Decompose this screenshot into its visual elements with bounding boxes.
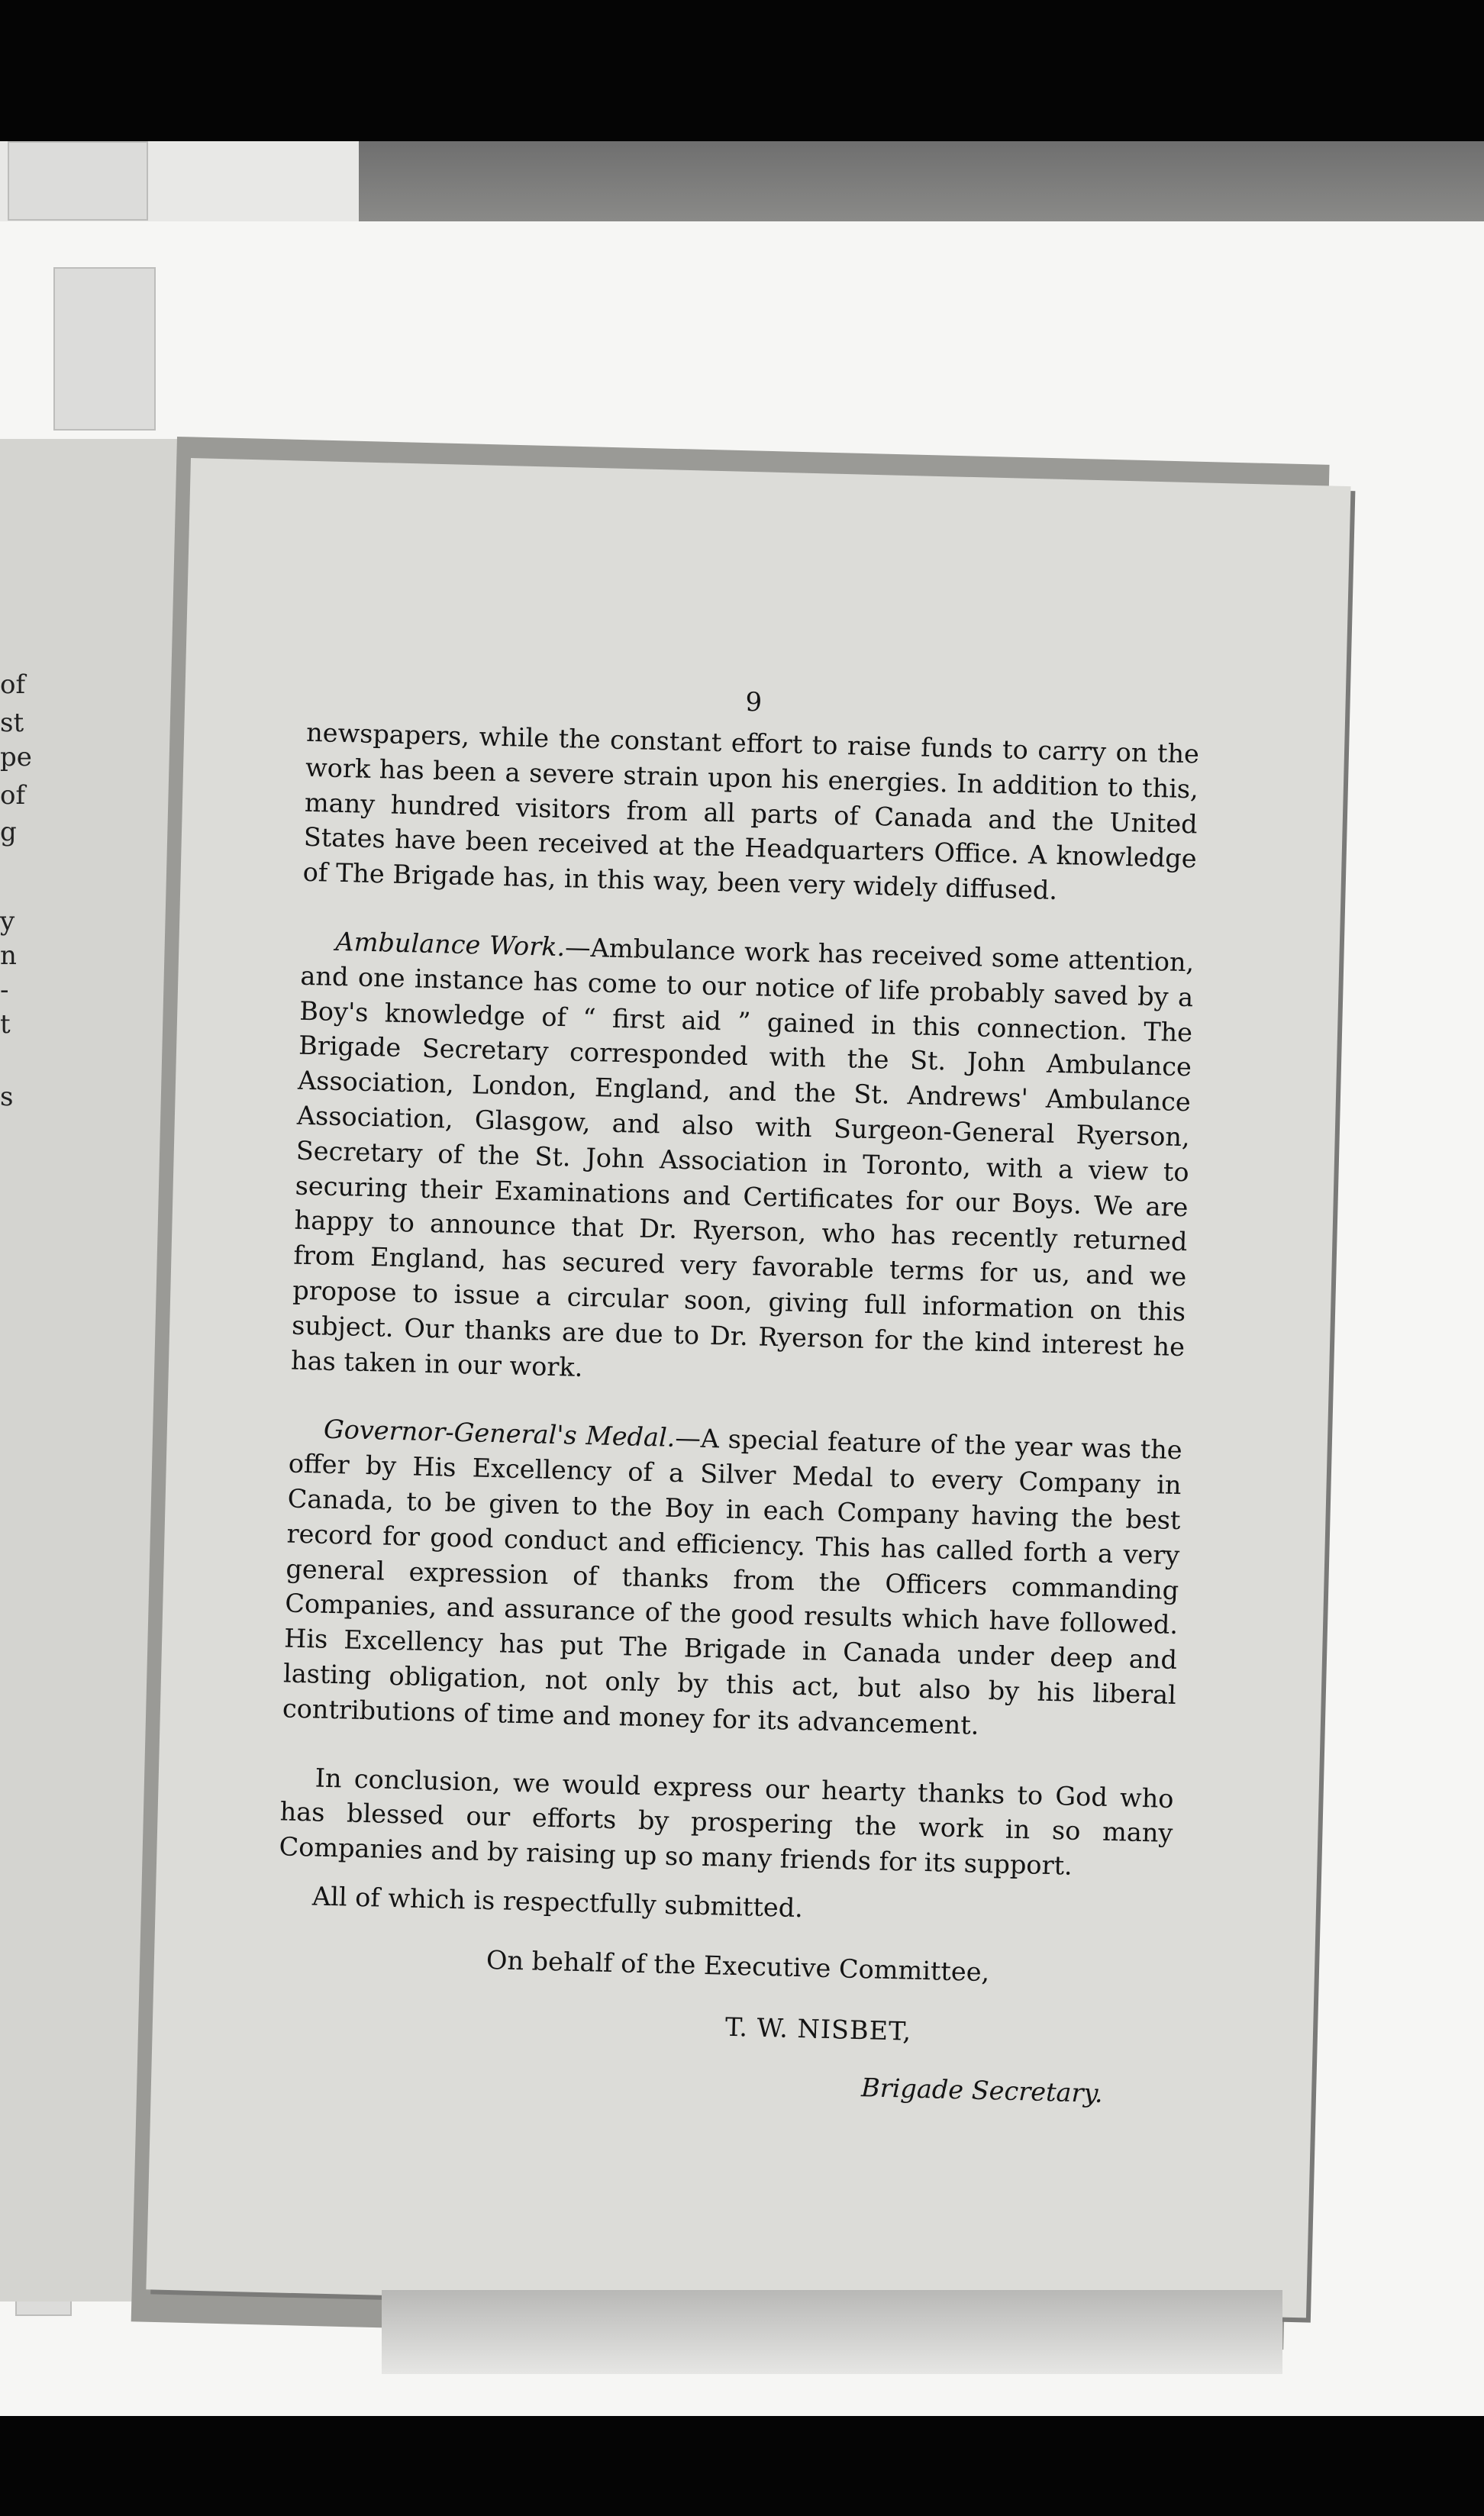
binding-tape (8, 141, 148, 221)
paragraph-heading: Governor-General's Medal. (323, 1414, 676, 1453)
closing-line: All of which is respectfully submitted. (311, 1881, 804, 1924)
document-page (146, 458, 1350, 2318)
bottom-board-edge (382, 2290, 1282, 2374)
paragraph-ambulance-work (291, 924, 1195, 1400)
paragraph-governor-generals-medal (282, 1411, 1182, 1748)
signature-title: Brigade Secretary. (860, 2072, 1104, 2108)
facing-page-fragment: s (0, 1082, 14, 1112)
binding-tape (53, 267, 156, 431)
paragraph-text: newspapers, while the constant effort to raise funds to carry on the work has been a severe strain upon his energies. In addition to this, many hundred visitors from all parts of Canada and the United States have been received at the Headquarters Office. A knowledge of The Brigade has, in this way, been very widely diffused. (302, 717, 1200, 906)
paragraph-continuation (302, 715, 1199, 912)
page-number: 9 (745, 686, 763, 718)
facing-page-fragment: g (0, 817, 17, 847)
page-body (273, 679, 1201, 2114)
facing-page-fragment: - (0, 975, 9, 1005)
signature-name: T. W. NISBET, (724, 2011, 912, 2047)
facing-page-fragment: pe (0, 742, 32, 773)
paragraph-heading: Ambulance Work. (335, 926, 566, 963)
signature-intro: On behalf of the Executive Committee, (486, 1944, 990, 1987)
facing-page-fragment: of (0, 669, 26, 700)
facing-page-fragment: t (0, 1009, 11, 1040)
facing-page-fragment: y (0, 906, 15, 937)
paragraph-conclusion (279, 1760, 1174, 1886)
paragraph-text: —Ambulance work has received some attention, and one instance has come to our notice of life probably saved by a Boy's knowledge of “ first aid ” gained in this connection. The Brigade Secretary corresponded with the St. John Ambulance Association, London, England, and the St. Andrews' Ambulance Association, Glasgow, and also with Surgeon-General Ryerson, Secretary of the St. John Association in Toronto, with a view to securing their Examinations and Certificates for our Boys. We are happy to announce that Dr. Ryerson, who has recently returned from England, has secured very favorable terms for us, and we propose to issue a circular soon, giving full information on this subject. Our thanks are due to Dr. Ryerson for the kind interest he has taken in our work. (290, 932, 1195, 1382)
facing-page-fragment: n (0, 940, 17, 971)
paragraph-text: In conclusion, we would express our hearty thanks to God who has blessed our efforts by prospering the work in so many Companies and by raising up so many friends for its support. (279, 1763, 1174, 1881)
paragraph-text: —A special feature of the year was the offer by His Excellency of a Silver Medal to every Company in Canada, to be given to the Boy in each Company having the best record for good conduct and efficiency. This has called forth a very general expression of thanks from the Officers commanding Companies, and assurance of the good results which have followed. His Excellency has put The Brigade in Canada under deep and lasting obligation, not only by this act, but also by his liberal contributions of time and money for its advancement. (282, 1423, 1183, 1740)
facing-page-fragment: of (0, 780, 26, 811)
facing-page-fragment: st (0, 708, 24, 738)
